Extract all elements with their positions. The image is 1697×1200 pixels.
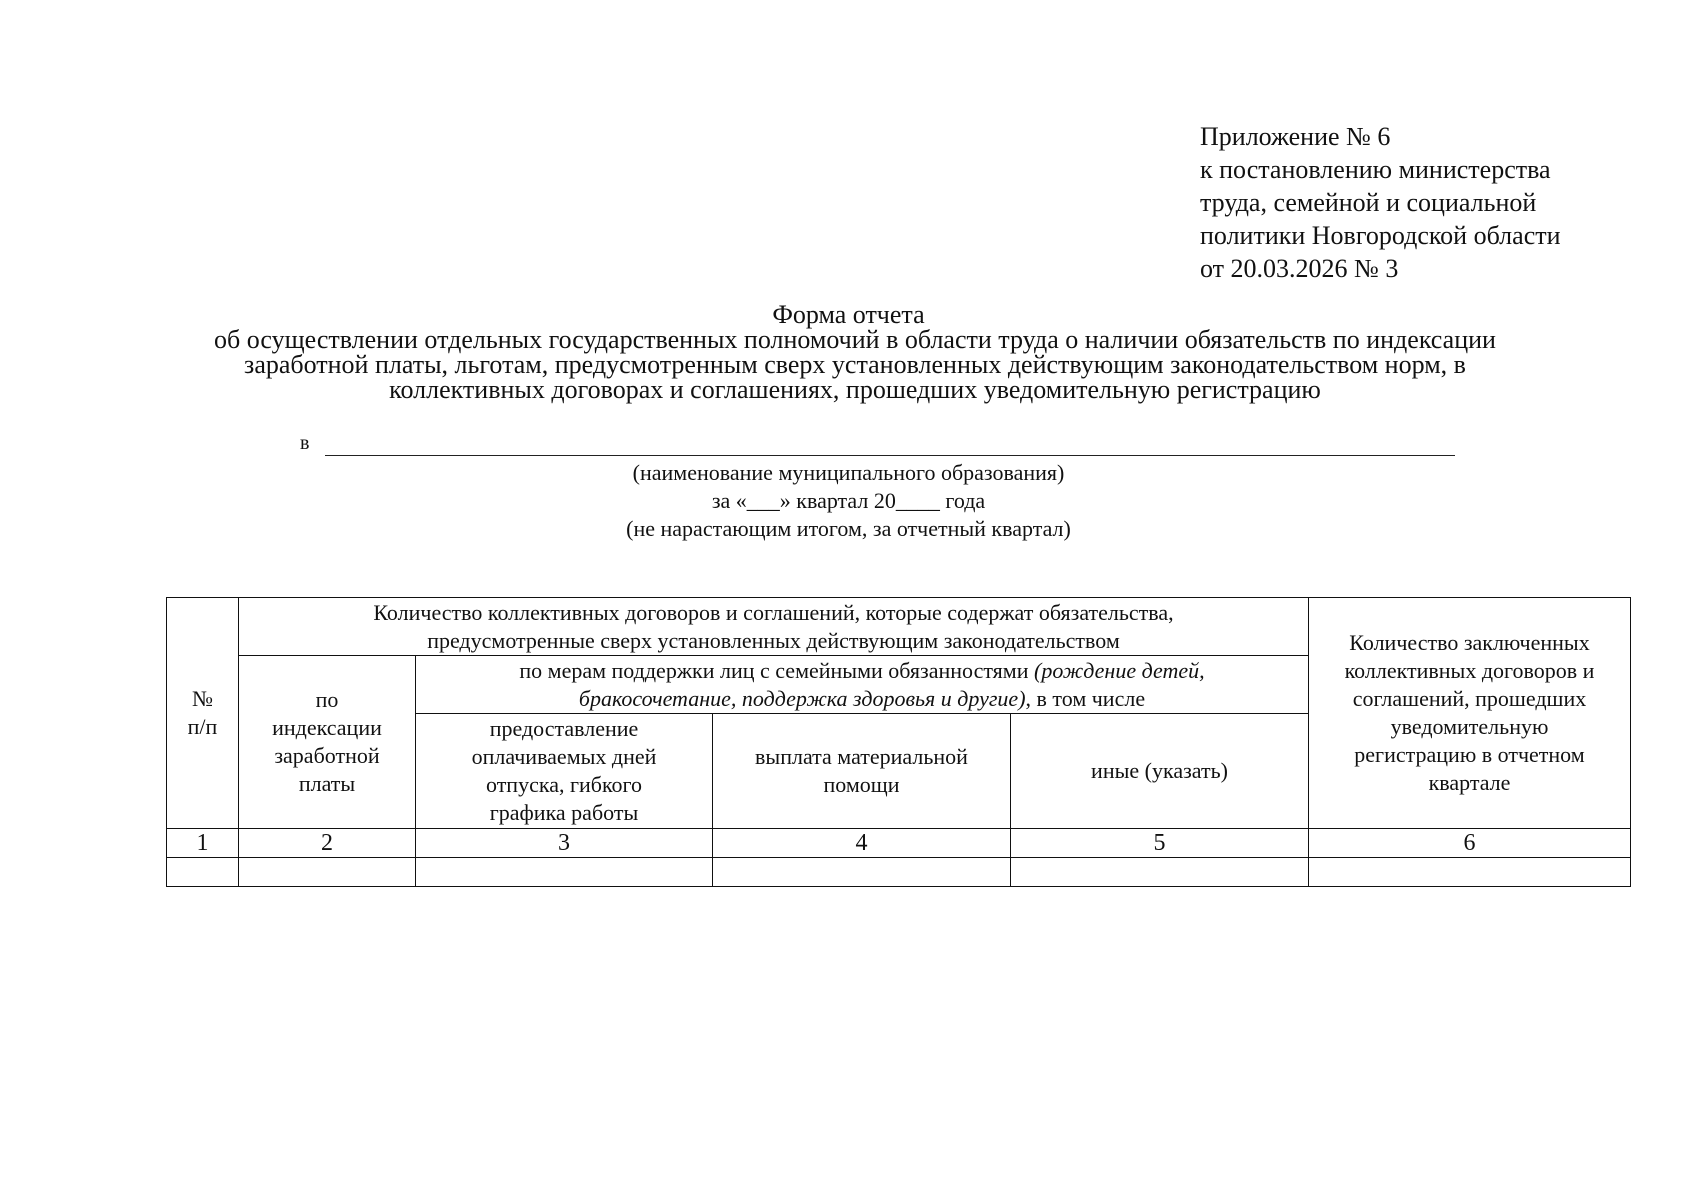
empty-cell[interactable]: [1309, 858, 1631, 887]
empty-cell[interactable]: [239, 858, 416, 887]
table-row: [167, 858, 1631, 887]
report-table: [166, 597, 1631, 887]
period-note: (не нарастающим итогом, за отчетный квартал): [626, 516, 1071, 541]
form-title: Форма отчета: [772, 300, 925, 329]
column-number: 3: [416, 829, 713, 858]
empty-cell[interactable]: [1011, 858, 1309, 887]
municipality-caption: (наименование муниципального образования): [632, 460, 1065, 485]
header-paid-leave: предоставление оплачиваемых дней отпуска, гибкого графика работы: [416, 714, 713, 829]
annex-number: Приложение № 6: [1200, 122, 1391, 151]
annex-line-3: труда, семейной и социальной: [1200, 188, 1537, 217]
annex-line-4: политики Новгородской области: [1200, 221, 1561, 250]
column-number: 2: [239, 829, 416, 858]
column-number-row: [167, 829, 1631, 858]
column-number: 4: [713, 829, 1011, 858]
empty-cell[interactable]: [713, 858, 1011, 887]
annex-date: от 20.03.2026 № 3: [1200, 254, 1399, 283]
header-row-1: [167, 598, 1631, 656]
subtitle-line-2: заработной платы, льготам, предусмотренным сверх установленных действующим законодательством норм, в: [244, 350, 1466, 379]
annex-line-2: к постановлению министерства: [1200, 155, 1551, 184]
header-group-obligations: Количество коллективных договоров и соглашений, которые содержат обязательства, предусмотренные сверх установленных действующим законодательством: [239, 598, 1309, 656]
empty-cell[interactable]: [416, 858, 713, 887]
municipality-fill-line[interactable]: [325, 455, 1455, 456]
header-number: № п/п: [167, 598, 239, 829]
column-number: 6: [1309, 829, 1631, 858]
subtitle-line-3: коллективных договорах и соглашениях, прошедших уведомительную регистрацию: [389, 375, 1321, 404]
empty-cell[interactable]: [167, 858, 239, 887]
header-family-support: по мерам поддержки лиц с семейными обязанностями (рождение детей, бракосочетание, поддержка здоровья и другие), в том числе: [416, 656, 1309, 714]
form-subtitle: [140, 327, 1570, 402]
header-material-aid: выплата материальной помощи: [713, 714, 1011, 829]
annex-block: [1200, 120, 1640, 285]
header-total-registered: Количество заключенных коллективных договоров и соглашений, прошедших уведомительную регистрацию в отчетном квартале: [1309, 598, 1631, 829]
column-number: 5: [1011, 829, 1309, 858]
column-number: 1: [167, 829, 239, 858]
subtitle-line-1: об осуществлении отдельных государственных полномочий в области труда о наличии обязательств по индексации: [214, 325, 1496, 354]
municipality-prefix: в: [300, 432, 310, 454]
period-line: за «___» квартал 20____ года: [711, 488, 986, 513]
header-indexation: по индексации заработной платы: [239, 656, 416, 829]
header-other: иные (указать): [1011, 714, 1309, 829]
